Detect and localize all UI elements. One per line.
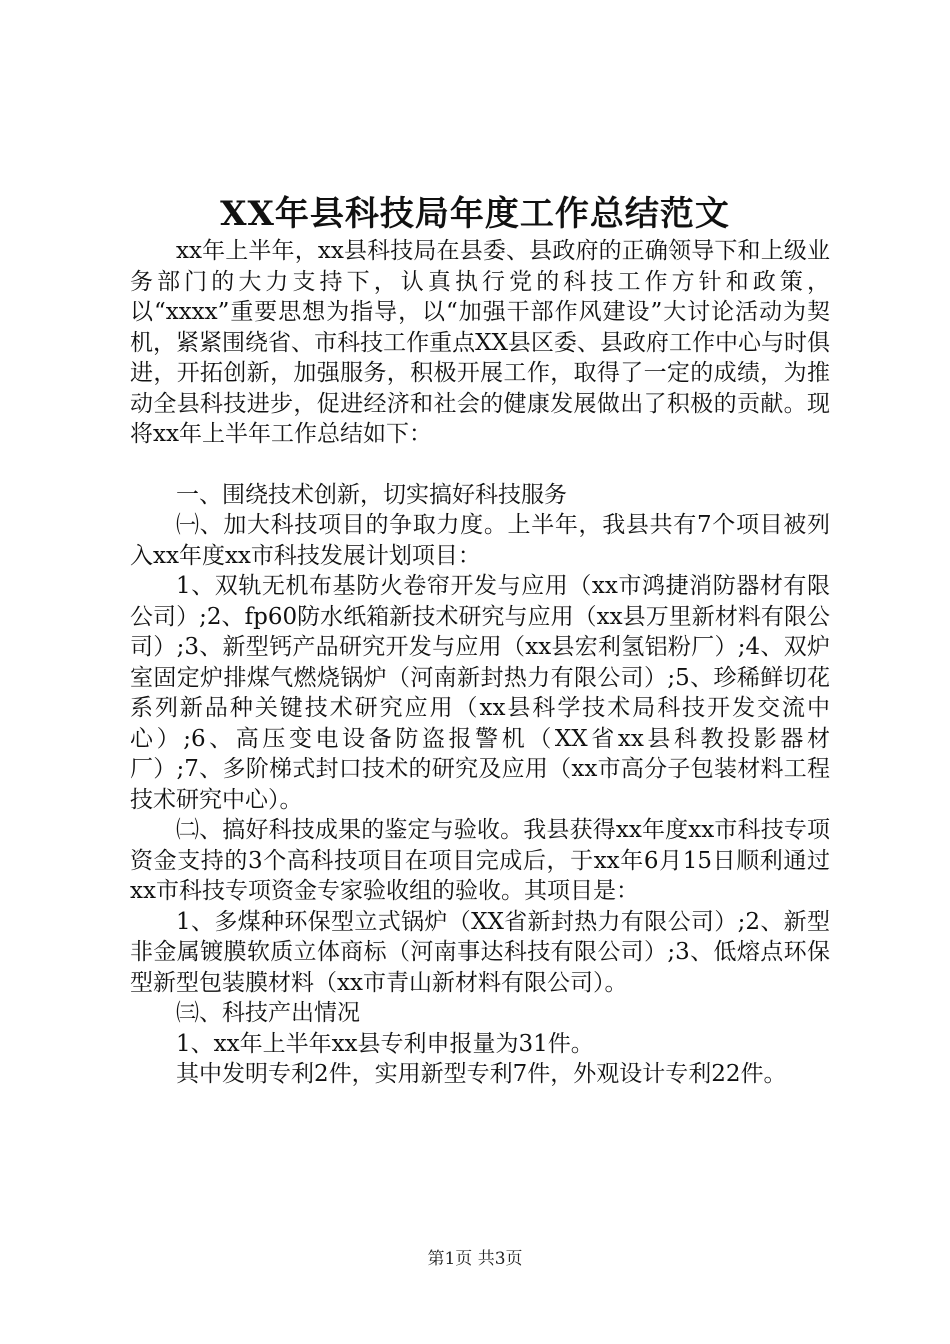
section-heading: 一、围绕技术创新，切实搞好科技服务: [176, 481, 567, 508]
document-body: [130, 236, 830, 1090]
accepted-project-list-paragraph: 1、多煤种环保型立式锅炉（XX省新封热力有限公司）;2、新型非金属镀膜软质立体商标（河南事达科技有限公司）;3、低熔点环保型新型包装膜材料（xx市青山新材料有限公司）。: [130, 908, 830, 996]
document-title: XX年县科技局年度工作总结范文: [220, 194, 730, 234]
subsection-3-heading: ㈢、科技产出情况: [176, 1000, 360, 1026]
patent-count-paragraph: 1、xx年上半年xx县专利申报量为31件。: [176, 1030, 594, 1057]
project-list-paragraph: 1、双轨无机布基防火卷帘开发与应用（xx市鸿捷消防器材有限公司）;2、fp60防水纸箱新技术研究与应用（xx县万里新材料有限公司）;3、新型钙产品研究开发与应用（xx县宏利氢铝粉厂）;4、双炉室固定炉排煤气燃烧锅炉（河南新封热力有限公司）;5、珍稀鲜切花系列新品种关键技术研究应用（xx县科学技术局科技开发交流中心）;6、高压变电设备防盗报警机（XX省xx县科教投影器材厂）;7、多阶梯式封口技术的研究及应用（xx市高分子包装材料工程技术研究中心）。: [130, 573, 830, 813]
page-number-footer: 第1页 共3页: [427, 1249, 523, 1269]
subsection-2-paragraph: ㈡、搞好科技成果的鉴定与验收。我县获得xx年度xx市科技专项资金支持的3个高科技项目在项目完成后，于xx年6月15日顺利通过xx市科技专项资金专家验收组的验收。其项目是：: [130, 817, 830, 904]
intro-paragraph: xx年上半年，xx县科技局在县委、县政府的正确领导下和上级业务部门的大力支持下，认真执行党的科技工作方针和政策，以“xxxx”重要思想为指导，以“加强干部作风建设”大讨论活动为契机，紧紧围绕省、市科技工作重点XX县区委、县政府工作中心与时俱进，开拓创新，加强服务，积极开展工作，取得了一定的成绩，为推动全县科技进步，促进经济和社会的健康发展做出了积极的贡献。现将xx年上半年工作总结如下：: [130, 238, 830, 447]
patent-breakdown-paragraph: 其中发明专利2件，实用新型专利7件，外观设计专利22件。: [176, 1061, 787, 1087]
subsection-1-paragraph: ㈠、加大科技项目的争取力度。上半年，我县共有7个项目被列入xx年度xx市科技发展计划项目：: [130, 512, 830, 569]
